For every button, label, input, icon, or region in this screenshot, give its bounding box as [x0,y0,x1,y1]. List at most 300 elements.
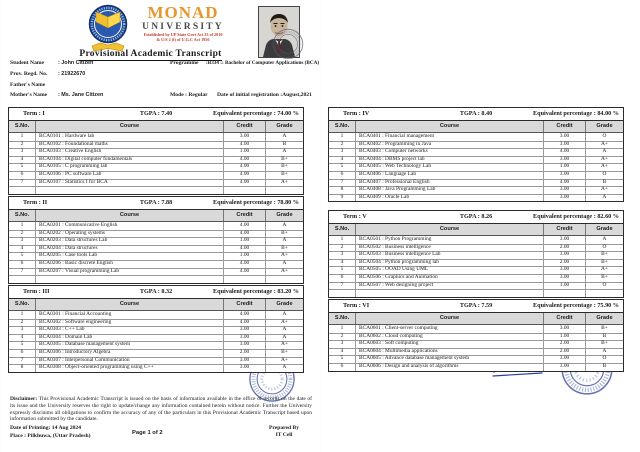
grade-cell: B [585,333,623,341]
sno-cell: 5 [20,163,24,170]
term-label: Term : V [343,213,367,220]
term-tgpa: TGPA : 8.32 [139,288,173,295]
credit-cell: 3.00 [543,236,585,244]
credit-cell: 4.00 [543,148,585,156]
grade-cell: B+ [585,274,623,282]
prepared-by-unit: IT Cell [275,432,293,438]
course-row [9,326,303,334]
column-header-row [9,121,303,133]
sno-cell: 8 [340,186,344,193]
page-title: Provisional Academic Transcript [79,49,222,59]
column-header: Credit [543,313,585,324]
column-header: Grade [585,224,623,235]
course-cell: BCA0105 : C programming lab [35,163,223,171]
sno-cell: 5 [20,252,24,259]
sno-cell: 2 [340,243,344,250]
sno-cell: 1 [340,133,344,139]
column-header: Grade [265,121,303,132]
credit-cell: 2.00 [223,349,265,357]
grade-cell: A+ [585,266,623,274]
prepared-by-label: Prepared By [268,425,300,431]
grade-cell: A [265,133,303,141]
credit-cell: 4.00 [223,179,265,187]
course-row [329,133,623,141]
course-cell: BCA0402 : Programming in Java [355,141,543,149]
course-row [329,259,623,267]
course-row [9,357,303,365]
regd-no-value: : 21922670 [58,71,86,77]
credit-cell: 1.00 [543,333,585,341]
course-row [9,222,303,230]
transcript-page-1 [2,0,320,452]
column-header-row [9,299,303,311]
grade-cell: A+ [585,156,623,164]
sno-cell [9,275,35,283]
course-cell: BCA0204 : Data structures [35,245,223,253]
disclaimer-label: Disclaimer: [10,396,38,402]
course-cell: BCA0409 : Oracle Lab [355,194,543,202]
course-cell [35,186,223,194]
course-row [329,266,623,274]
term-table [8,107,304,195]
course-row [329,363,623,371]
course-cell: BCA0304 : Domain Lab [35,334,223,342]
grade-cell: A+ [585,163,623,171]
grade-cell: A [265,148,303,156]
course-row [9,364,303,372]
grade-cell: A+ [265,268,303,276]
grade-cell: O [585,355,623,363]
page-number: Page 1 of 2 [132,430,163,436]
sno-cell: 6 [20,348,24,355]
column-header: Course [35,210,223,221]
column-header: Credit [223,210,265,221]
sno-cell: 1 [20,222,24,228]
column-header: Course [35,121,223,132]
grade-cell [265,186,303,194]
course-row [9,163,303,171]
course-cell: BCA0106 : PC software Lab [35,171,223,179]
course-row [9,311,303,319]
course-row [9,186,303,194]
column-header: S.No. [334,226,350,232]
term-table [8,285,304,373]
term-equivalent-percentage: Equivalent percentage : 83.20 % [213,288,299,295]
grade-cell: B+ [265,156,303,164]
column-header: Course [355,121,543,132]
course-cell: BCA0503 : Business intelligence Lab [355,251,543,259]
course-cell: BCA0206 : Basic discrete English [35,260,223,268]
term-table-header [9,108,303,121]
credit-cell: 2.00 [543,259,585,267]
grade-cell: A [585,348,623,356]
sno-cell: 2 [340,332,344,339]
credit-cell [223,186,265,194]
grade-cell: A+ [265,179,303,187]
disclaimer-text: Disclaimer: This Provisional Academic Transcript is issued on the basis of information available in the office of records on the date of its issue and the University reserves the right to update/change any information contained herein without notice. Further the University expressly disclaims all obligations to confirm the accuracy of any of the particulars in this Provisional Academic Transcript based upon information submitted by the candidate. [10,396,313,423]
father-name-row [10,82,45,89]
course-cell: BCA0602 : Cloud computing [355,333,543,341]
credit-cell: 3.00 [543,266,585,274]
university-tagline-1: Established by UP State Govt Act 23 of 2010 [143,32,223,37]
grade-cell: B+ [265,230,303,238]
sno-cell: 4 [20,155,24,162]
credit-cell: 3.00 [543,325,585,333]
credit-cell: 4.00 [543,179,585,187]
course-cell: BCA0604 : Multimedia applications [355,348,543,356]
credit-cell: 4.00 [223,156,265,164]
course-cell: BCA0502 : Business intelligence [355,244,543,252]
credit-cell: 1.00 [223,237,265,245]
credit-cell: 4.00 [223,222,265,230]
credit-cell: 4.00 [223,163,265,171]
course-row [329,282,623,290]
sno-cell: 4 [20,244,24,251]
course-cell: BCA0305 : Database management system [35,341,223,349]
grade-cell: A [585,148,623,156]
column-header-row [329,224,623,236]
grade-cell: A [265,222,303,230]
grade-cell [265,275,303,283]
grade-cell: B+ [265,163,303,171]
term-label: Term : VI [343,302,370,309]
credit-cell: 3.00 [543,363,585,371]
column-header-row [329,313,623,325]
university-name-2: UNIVERSITY [142,22,224,32]
credit-cell: 3.00 [223,326,265,334]
credit-cell: 2.00 [543,348,585,356]
sno-cell [9,186,35,194]
grade-cell: O [585,244,623,252]
course-row [9,156,303,164]
sno-cell: 3 [20,237,24,244]
sno-cell: 3 [20,148,24,155]
sno-cell [329,289,355,297]
sno-cell: 5 [20,341,24,348]
term-table [328,299,624,372]
sno-cell: 7 [340,281,344,288]
grade-cell: B [585,179,623,187]
grade-cell: A [265,260,303,268]
sno-cell: 1 [340,325,344,331]
credit-cell: 3.00 [543,355,585,363]
sno-cell: 4 [340,347,344,354]
credit-cell: 1.00 [543,282,585,290]
printing-place: Place : Pilkhuwa, (Uttar Pradesh) [10,433,91,439]
course-cell: BCA0103 : Creative English [35,148,223,156]
credit-cell [223,275,265,283]
course-cell: BCA0203 : Data structures Lab [35,237,223,245]
grade-cell: A [265,334,303,342]
course-cell: BCA0504 : Python programming lab [355,259,543,267]
credit-cell: 4.00 [223,245,265,253]
column-header: S.No. [14,301,30,307]
sno-cell: 9 [340,193,344,200]
grade-cell: A+ [265,319,303,327]
course-cell: BCA0205 : Case tools Lab [35,252,223,260]
sno-cell: 6 [20,259,24,266]
sno-cell: 6 [340,273,344,280]
grade-cell: A [265,326,303,334]
term-equivalent-percentage: Equivalent percentage : 84.00 % [533,110,619,117]
grade-cell: A+ [265,357,303,365]
sno-cell: 2 [20,229,24,236]
grade-cell: A [585,194,623,202]
mother-name-row [10,92,47,99]
sno-cell: 1 [20,133,24,139]
course-row [329,333,623,341]
term-table-header [329,211,623,224]
grade-cell: B [585,363,623,371]
sno-cell: 1 [20,311,24,317]
course-cell: BCA0605 : Advance database management system [355,355,543,363]
credit-cell: 4.00 [223,171,265,179]
term-table-header [9,286,303,299]
term-table-header [329,300,623,313]
student-name-label: Student Name [10,60,45,66]
course-cell [355,289,543,297]
grade-cell: A [265,311,303,319]
column-header: Grade [265,299,303,310]
column-header-row [9,210,303,222]
course-cell: BCA0306 : Introductory Algebra [35,349,223,357]
course-row [9,133,303,141]
credit-cell: 4.00 [223,268,265,276]
course-row [329,274,623,282]
column-header: Course [35,299,223,310]
column-header: Course [355,224,543,235]
term-tgpa: TGPA : 7.88 [139,199,173,206]
course-row [9,245,303,253]
term-equivalent-percentage: Equivalent percentage : 75.90 % [533,302,619,309]
course-cell: BCA0501 : Python Programming [355,236,543,244]
university-wordmark [128,4,238,42]
course-cell: BCA0307 : Interpersonal Communication [35,357,223,365]
registration-date-value: Date of initial registration :August,2021 [217,92,312,98]
mother-name-label: Mother's Name [10,92,48,98]
term-tgpa: TGPA : 8.26 [459,213,493,220]
credit-cell: 3.00 [223,364,265,372]
term-equivalent-percentage: Equivalent percentage : 82.60 % [533,213,619,220]
course-cell: BCA0403 : Computer networks [355,148,543,156]
course-cell: BCA0507 : Web designing project [355,282,543,290]
printing-date: Date of Printing: 14 Aug 2024 [10,425,82,431]
sno-cell: 7 [20,178,24,185]
sno-cell: 3 [340,251,344,258]
father-name-label: Father's Name [10,82,46,88]
course-row [9,260,303,268]
course-row [329,340,623,348]
term-label: Term : II [23,199,48,206]
course-cell: BCA0601 : Client-server computing [355,325,543,333]
sno-cell: 2 [20,318,24,325]
term-table [328,210,624,298]
column-header: S.No. [14,212,30,218]
course-row [329,244,623,252]
column-header: S.No. [334,123,350,129]
course-row [329,141,623,149]
course-row [9,237,303,245]
mother-name-value: : Ms. Jane Citizen [58,92,104,98]
grade-cell: B+ [265,245,303,253]
credit-cell: 3.00 [223,334,265,342]
sno-cell: 4 [340,155,344,162]
course-row [329,348,623,356]
sno-cell: 2 [20,140,24,147]
sno-cell: 1 [340,236,344,242]
sno-cell: 7 [340,178,344,185]
course-cell: BCA0301 : Financial Accounting [35,311,223,319]
term-table-header [329,108,623,121]
course-cell: BCA0603 : Soft computing [355,340,543,348]
credit-cell: 3.00 [543,251,585,259]
sno-cell: 2 [340,140,344,147]
course-cell: BCA0405 : Web Technology Lab [355,163,543,171]
column-header-row [329,121,623,133]
sno-cell: 6 [340,362,344,369]
mode-value: Mode : Regular [170,92,208,98]
sno-cell: 6 [20,170,24,177]
credit-cell: 3.00 [223,133,265,141]
grade-cell: O [585,133,623,141]
term-equivalent-percentage: Equivalent percentage : 74.00 % [213,110,299,117]
student-name-row [10,60,44,67]
column-header: Course [355,313,543,324]
credit-cell [543,289,585,297]
course-cell: BCA0406 : Language Lab [355,171,543,179]
grade-cell: A+ [585,141,623,149]
course-row [9,252,303,260]
term-tgpa: TGPA : 7.59 [459,302,493,309]
student-name-value: : John Citizen [58,60,94,66]
course-row [9,349,303,357]
sno-cell: 4 [20,333,24,340]
course-row [9,334,303,342]
course-cell: BCA0107 : Statistics I for BCA [35,179,223,187]
sno-cell: 5 [340,266,344,273]
course-row [329,325,623,333]
course-row [9,319,303,327]
column-header: S.No. [14,123,30,129]
regd-no-row [10,71,47,78]
course-row [329,179,623,187]
course-row [329,194,623,202]
course-cell: BCA0506 : Graphics and Animation [355,274,543,282]
credit-cell: 1.00 [223,252,265,260]
programme-label: Programme [170,60,199,66]
credit-cell: 3.00 [543,186,585,194]
term-label: Term : III [23,288,50,295]
course-row [9,275,303,283]
credit-cell: 3.00 [543,133,585,141]
sno-cell: 5 [340,355,344,362]
column-header: Credit [223,121,265,132]
course-row [9,179,303,187]
course-cell [35,275,223,283]
course-cell: BCA0101 : Hardware lab [35,133,223,141]
grade-cell: B+ [585,325,623,333]
grade-cell: A [265,364,303,372]
course-row [329,289,623,297]
course-cell: BCA0408 : Java Programming Lab [355,186,543,194]
term-label: Term : IV [343,110,370,117]
grade-cell: A+ [265,252,303,260]
course-cell: BCA0407 : Professional English [355,179,543,187]
column-header: Credit [543,224,585,235]
term-table-header [9,197,303,210]
credit-cell: 4.00 [223,311,265,319]
course-cell: BCA0308 : Object-oriented programming using C++ [35,364,223,372]
grade-cell: A [585,236,623,244]
credit-cell: 2.00 [543,244,585,252]
credit-cell: 4.00 [223,230,265,238]
term-equivalent-percentage: Equivalent percentage : 78.80 % [213,199,299,206]
column-header: Credit [223,299,265,310]
course-cell: BCA0404 : DBMS project lab [355,156,543,164]
grade-cell: B+ [265,171,303,179]
credit-cell: 3.00 [223,357,265,365]
regd-no-label: Prov. Regd. No. [10,71,48,77]
course-cell: BCA0104 : Digital computer fundamentals [35,156,223,164]
credit-cell: 3.00 [543,141,585,149]
course-row [329,236,623,244]
sno-cell: 3 [340,148,344,155]
term-tgpa: TGPA : 8.40 [459,110,493,117]
sno-cell: 8 [20,364,24,371]
grade-cell: B [265,141,303,149]
course-row [9,171,303,179]
column-header: S.No. [334,315,350,321]
course-cell: BCA0606 : Design and analysis of algorithms [355,363,543,371]
credit-cell: 3.00 [543,156,585,164]
course-cell: BCA0207 : Visual programming Lab [35,268,223,276]
grade-cell: A [265,237,303,245]
term-tgpa: TGPA : 7.40 [139,110,173,117]
credit-cell: 1.00 [223,148,265,156]
course-cell: BCA0303 : C++ Lab [35,326,223,334]
course-row [9,230,303,238]
transcript-page-2 [322,0,640,452]
grade-cell: O [585,171,623,179]
grade-cell: B+ [585,251,623,259]
column-header: Grade [265,210,303,221]
grade-cell: A+ [585,186,623,194]
sno-cell: 3 [20,326,24,333]
credit-cell: 2.00 [543,340,585,348]
credit-cell: 4.00 [223,319,265,327]
course-row [329,156,623,164]
university-tagline-2: & U/S 2 (f) of U.G.C Act 1956 [156,37,210,42]
term-table [328,107,624,202]
sno-cell: 3 [340,340,344,347]
credit-cell: 3.00 [543,274,585,282]
sno-cell: 4 [340,258,344,265]
course-row [9,341,303,349]
sno-cell: 5 [340,163,344,170]
grade-cell: B+ [585,340,623,348]
term-table [8,196,304,284]
sno-cell: 7 [20,267,24,274]
sno-cell: 7 [20,356,24,363]
course-row [9,141,303,149]
grade-cell: B+ [265,349,303,357]
course-row [329,251,623,259]
grade-cell: B+ [585,259,623,267]
grade-cell [585,289,623,297]
course-row [329,186,623,194]
course-cell: BCA0102 : Foundational maths [35,141,223,149]
credit-cell: 3.00 [223,341,265,349]
